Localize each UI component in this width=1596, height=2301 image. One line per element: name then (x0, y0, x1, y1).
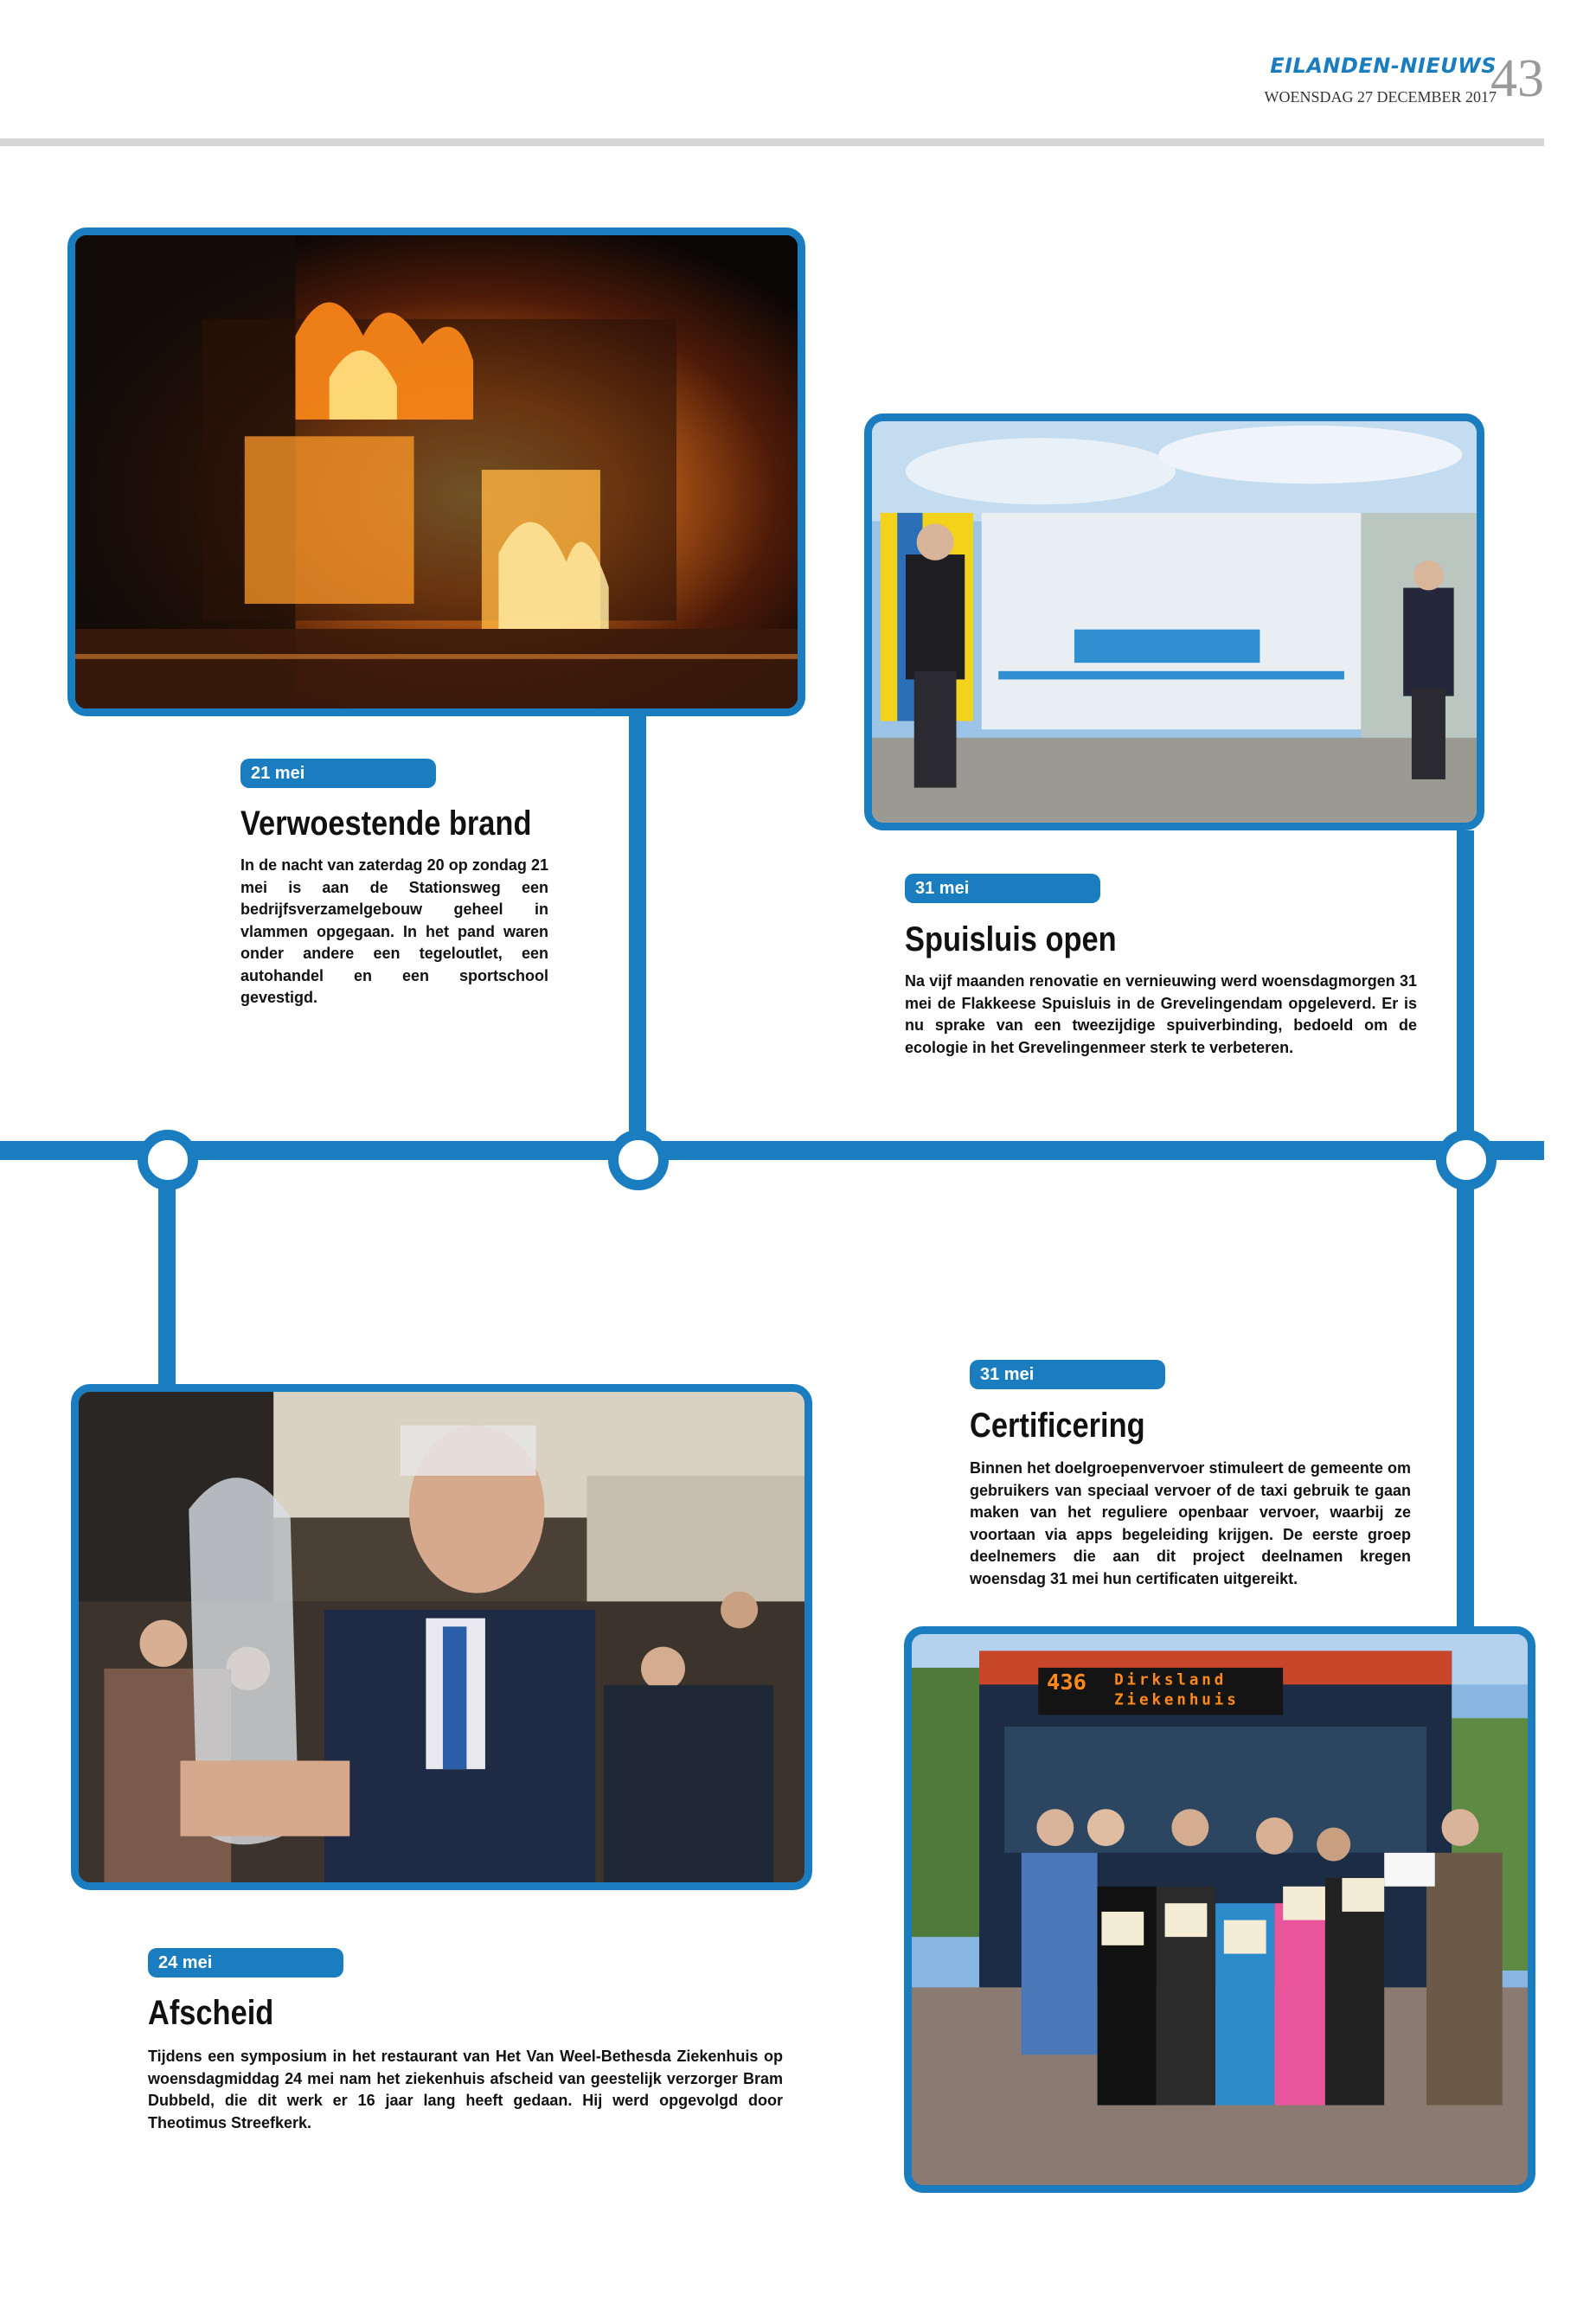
burning-building-photo (67, 228, 805, 716)
article-body: Tijdens een symposium in het restaurant van Het Van Weel-Bethesda Ziekenhuis op woensdagmiddag 24 mei nam het ziekenhuis afscheid van geestelijk verzorger Bram Dubbeld, die dit werk er 16 jaar lang heeft gedaan. Hij werd opgevolgd door Theotimus Streefkerk. (148, 2048, 783, 2131)
bus-destination-line2: Ziekenhuis (1114, 1691, 1240, 1709)
newspaper-brand: EILANDEN-NIEUWS (1270, 54, 1497, 78)
spuisluis-ceremony-photo (864, 413, 1484, 830)
page-number: 43 (1490, 49, 1544, 108)
article-title: Spuisluis open (905, 920, 1117, 958)
date-badge: 31 mei (905, 874, 1100, 903)
timeline-node-spuisluis (1436, 1130, 1497, 1190)
date-badge: 21 mei (240, 759, 436, 788)
farewell-symposium-photo (71, 1384, 812, 1890)
timeline-connector-spuisluis (1457, 830, 1474, 1146)
timeline-node-brand (608, 1130, 669, 1190)
article-title: Certificering (970, 1407, 1145, 1445)
bus-destination-line1: Dirksland (1114, 1671, 1227, 1689)
timeline-connector-brand (629, 709, 646, 1146)
timeline-connector-certificering (1457, 1155, 1474, 1635)
issue-date: WOENSDAG 27 DECEMBER 2017 (1264, 88, 1497, 106)
date-badge: 31 mei (970, 1360, 1165, 1389)
article-title: Verwoestende brand (240, 804, 532, 843)
article-title: Afscheid (148, 1994, 274, 2032)
article-body: Binnen het doelgroepenvervoer stimuleert de gemeente om gebruikers van speciaal vervoer of de taxi gebruik te gaan maken van het reguliere openbaar vervoer, waarbij ze voortaan via apps begeleiding krijgen. De eerste groep deelnemers die aan dit project deelnamen kregen woensdag 31 mei hun certificaten uitgereikt. (970, 1459, 1411, 1587)
bus-route-number: 436 (1047, 1669, 1086, 1695)
timeline-connector-afscheid (158, 1155, 176, 1406)
article-body: In de nacht van zaterdag 20 op zondag 21 mei is aan de Stationsweg een bedrijfsverzamelgebouw geheel in vlammen opgegaan. In het pand waren onder andere een tegeloutlet, een autohandel en een sportschool gevestigd. (240, 856, 548, 1006)
timeline-node-afscheid (138, 1130, 198, 1190)
bus-certificates-photo (904, 1626, 1535, 2193)
date-badge: 24 mei (148, 1948, 343, 1977)
article-body: Na vijf maanden renovatie en vernieuwing werd woensdagmorgen 31 mei de Flakkeese Spuisluis in de Grevelingendam opgeleverd. Er is nu sprake van een tweezijdige spuiverbinding, bedoeld om de ecologie in het Grevelingenmeer sterk te verbeteren. (905, 972, 1417, 1056)
timeline-main-line (0, 1141, 1544, 1160)
header-rule (0, 138, 1544, 146)
